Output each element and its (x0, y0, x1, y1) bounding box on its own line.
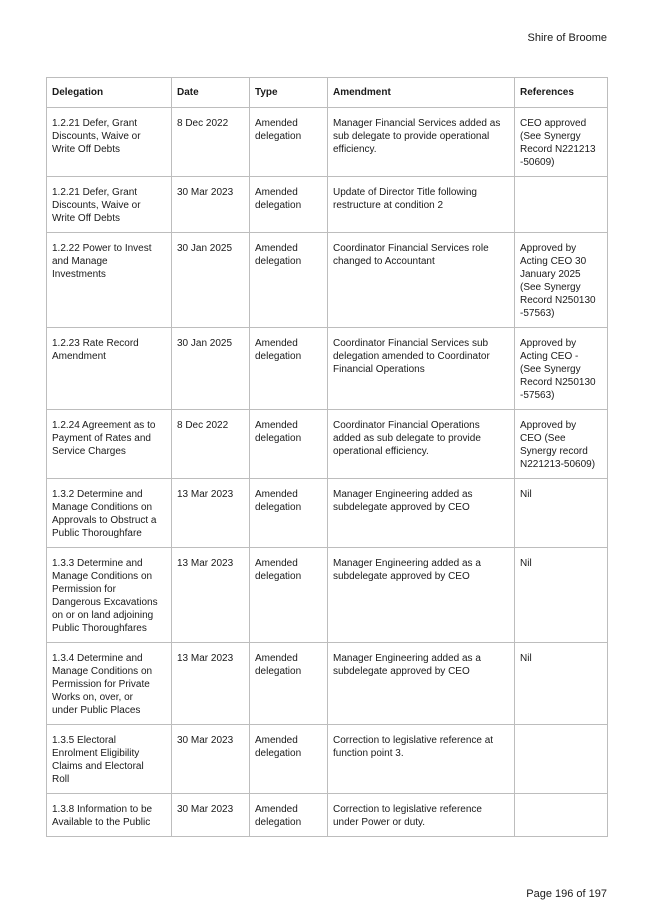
amendment-cell: Coordinator Financial Operations added as sub delegate to provide operational efficiency. (328, 410, 515, 479)
date-cell: 8 Dec 2022 (172, 410, 250, 479)
amendment-table (46, 77, 608, 837)
table-row (47, 328, 608, 410)
amendment-cell: Manager Engineering added as a subdelegate approved by CEO (328, 643, 515, 725)
delegation-cell: 1.3.2 Determine and Manage Conditions on Approvals to Obstruct a Public Thoroughfare (47, 479, 172, 548)
table-row (47, 410, 608, 479)
type-cell: Amended delegation (250, 643, 328, 725)
references-cell (515, 794, 608, 837)
amendment-cell: Update of Director Title following restructure at condition 2 (328, 177, 515, 233)
delegation-cell: 1.3.5 Electoral Enrolment Eligibility Claims and Electoral Roll (47, 725, 172, 794)
references-cell (515, 177, 608, 233)
table-row (47, 177, 608, 233)
organisation-name: Shire of Broome (527, 32, 607, 44)
table-row (47, 643, 608, 725)
delegation-cell: 1.3.8 Information to be Available to the Public (47, 794, 172, 837)
table-row (47, 479, 608, 548)
page-number: Page 196 of 197 (526, 888, 607, 900)
column-header-references: References (515, 78, 608, 108)
date-cell: 13 Mar 2023 (172, 479, 250, 548)
amendment-cell: Manager Engineering added as a subdelegate approved by CEO (328, 548, 515, 643)
date-cell: 13 Mar 2023 (172, 548, 250, 643)
date-cell: 8 Dec 2022 (172, 108, 250, 177)
type-cell: Amended delegation (250, 479, 328, 548)
references-cell: Nil (515, 479, 608, 548)
references-cell: Approved by CEO (See Synergy record N221213-50609) (515, 410, 608, 479)
delegation-cell: 1.2.21 Defer, Grant Discounts, Waive or Write Off Debts (47, 108, 172, 177)
references-cell: Approved by Acting CEO - (See Synergy Record N250130 -57563) (515, 328, 608, 410)
type-cell: Amended delegation (250, 328, 328, 410)
amendment-cell: Manager Engineering added as subdelegate approved by CEO (328, 479, 515, 548)
table-row (47, 725, 608, 794)
amendment-cell: Correction to legislative reference at function point 3. (328, 725, 515, 794)
type-cell: Amended delegation (250, 108, 328, 177)
references-cell: Nil (515, 548, 608, 643)
table-row (47, 108, 608, 177)
date-cell: 30 Mar 2023 (172, 794, 250, 837)
date-cell: 13 Mar 2023 (172, 643, 250, 725)
date-cell: 30 Mar 2023 (172, 177, 250, 233)
table-row (47, 233, 608, 328)
date-cell: 30 Mar 2023 (172, 725, 250, 794)
table-row (47, 548, 608, 643)
table-header-row (47, 78, 608, 108)
column-header-type: Type (250, 78, 328, 108)
references-cell: Approved by Acting CEO 30 January 2025 (See Synergy Record N250130 -57563) (515, 233, 608, 328)
references-cell (515, 725, 608, 794)
column-header-delegation: Delegation (47, 78, 172, 108)
type-cell: Amended delegation (250, 233, 328, 328)
delegation-cell: 1.2.23 Rate Record Amendment (47, 328, 172, 410)
amendment-cell: Coordinator Financial Services role changed to Accountant (328, 233, 515, 328)
type-cell: Amended delegation (250, 548, 328, 643)
column-header-amendment: Amendment (328, 78, 515, 108)
column-header-date: Date (172, 78, 250, 108)
references-cell: CEO approved (See Synergy Record N221213 -50609) (515, 108, 608, 177)
references-cell: Nil (515, 643, 608, 725)
delegation-cell: 1.2.21 Defer, Grant Discounts, Waive or Write Off Debts (47, 177, 172, 233)
type-cell: Amended delegation (250, 177, 328, 233)
date-cell: 30 Jan 2025 (172, 233, 250, 328)
amendment-cell: Correction to legislative reference under Power or duty. (328, 794, 515, 837)
date-cell: 30 Jan 2025 (172, 328, 250, 410)
delegation-cell: 1.2.22 Power to Invest and Manage Investments (47, 233, 172, 328)
type-cell: Amended delegation (250, 794, 328, 837)
type-cell: Amended delegation (250, 410, 328, 479)
delegation-cell: 1.2.24 Agreement as to Payment of Rates and Service Charges (47, 410, 172, 479)
delegation-cell: 1.3.3 Determine and Manage Conditions on Permission for Dangerous Excavations on or on land adjoining Public Thoroughfares (47, 548, 172, 643)
table-row (47, 794, 608, 837)
type-cell: Amended delegation (250, 725, 328, 794)
amendment-cell: Coordinator Financial Services sub delegation amended to Coordinator Financial Operations (328, 328, 515, 410)
delegation-cell: 1.3.4 Determine and Manage Conditions on Permission for Private Works on, over, or under Public Places (47, 643, 172, 725)
amendment-cell: Manager Financial Services added as sub delegate to provide operational efficiency. (328, 108, 515, 177)
